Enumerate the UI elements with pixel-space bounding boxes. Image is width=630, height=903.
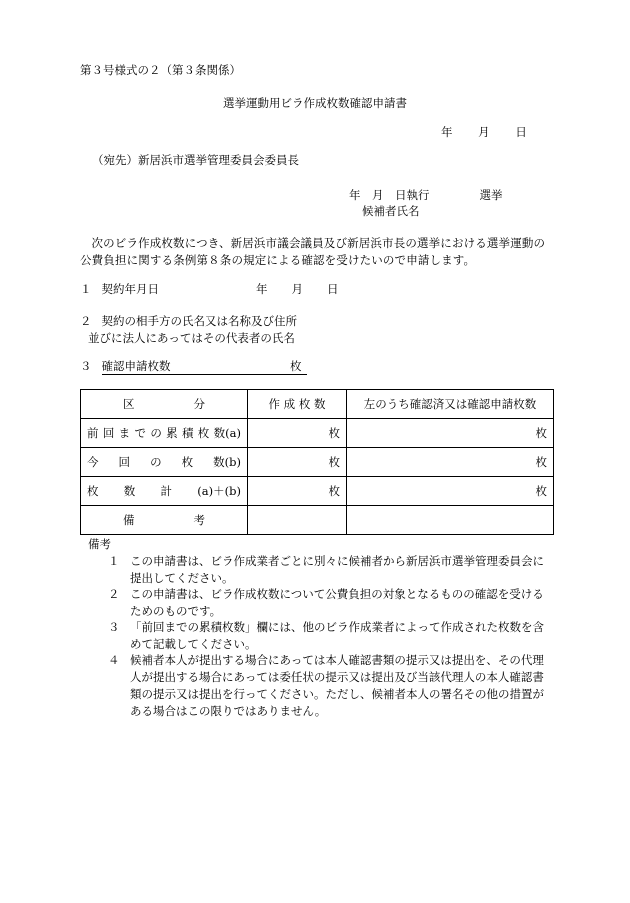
remarks-label-b: 考	[193, 512, 205, 527]
item2-label-line2: 並びに法人にあってはその代表者の氏名	[88, 330, 295, 345]
table-row	[81, 477, 554, 506]
body-paragraph: 次のビラ作成枚数につき、新居浜市議会議員及び新居浜市長の選挙における選挙運動の公費負担に関する条例第８条の規定による確認を受けたいので申請します。	[80, 236, 546, 268]
header-category-text	[87, 397, 241, 412]
contract-month-label: 月	[291, 282, 303, 296]
row-label-a: 前	[87, 425, 99, 440]
election-line	[349, 188, 503, 203]
created-count-cell[interactable]: 枚	[248, 419, 347, 448]
item-number: ３	[80, 359, 92, 373]
item-number: １	[80, 282, 92, 296]
remarks-cell[interactable]	[248, 506, 347, 535]
item-contract-date	[80, 282, 339, 297]
row-label-g: 積	[181, 425, 194, 440]
row-label-text	[87, 484, 241, 499]
table-header-row	[81, 390, 554, 419]
item2-label-line1: 契約の相手方の氏名又は名称及び住所	[101, 314, 297, 328]
note-text: この申請書は、ビラ作成枚数について公費負担の対象となるものの確認を受けるためのものです。	[130, 587, 544, 619]
header-category-a: 区	[123, 396, 135, 411]
confirmed-count-cell[interactable]: 枚	[347, 448, 554, 477]
header-created-count: 作 成 枚 数	[248, 390, 347, 419]
candidate-name-label: 候補者氏名	[362, 204, 420, 218]
contract-day-label: 日	[327, 282, 339, 296]
item-number: ２	[80, 314, 92, 328]
contract-date-fields	[256, 282, 363, 297]
notes-title: 備考	[88, 537, 111, 551]
row-label-b: 数	[123, 483, 136, 498]
row-label	[81, 477, 248, 506]
note-item	[108, 619, 554, 653]
note-text: 「前回までの累積枚数」欄には、他のビラ作成業者によって作成された枚数を含めて記載してください。	[130, 620, 544, 652]
row-label-d: 枚	[181, 454, 194, 469]
date-year-label: 年	[441, 125, 453, 139]
note-number: １	[108, 554, 120, 568]
table-row	[81, 448, 554, 477]
note-item	[108, 652, 554, 720]
note-number: ３	[108, 620, 120, 634]
row-label-f: 累	[166, 425, 178, 440]
row-label-i: 数(a)	[213, 425, 241, 440]
item-contractor	[80, 313, 297, 346]
header-category	[81, 390, 248, 419]
note-item	[108, 586, 554, 620]
row-label-b: 回	[118, 454, 131, 469]
row-label-e: の	[150, 425, 162, 440]
row-label-text	[87, 455, 241, 470]
row-label-text	[87, 426, 241, 441]
confirmed-count-cell[interactable]: 枚	[347, 477, 554, 506]
election-date-label: 年 月 日執行	[349, 188, 430, 202]
remarks-label-text	[87, 513, 241, 528]
note-text: この申請書は、ビラ作成業者ごとに別々に候補者から新居浜市選挙管理委員会に提出してください。	[130, 554, 544, 586]
row-label-d: で	[134, 425, 146, 440]
row-label-remarks	[81, 506, 248, 535]
row-label	[81, 419, 248, 448]
date-month-label: 月	[478, 125, 490, 139]
document-title: 選挙運動用ビラ作成枚数確認申請書	[223, 96, 407, 110]
contract-year-label: 年	[256, 282, 268, 296]
row-label	[81, 448, 248, 477]
addressee: （宛先）新居浜市選挙管理委員会委員長	[92, 153, 299, 167]
row-label-c: の	[150, 454, 162, 469]
created-count-cell[interactable]: 枚	[248, 448, 347, 477]
remarks-label-a: 備	[123, 512, 135, 527]
row-label-e: 数(b)	[213, 454, 241, 469]
item-label: 契約年月日	[101, 282, 159, 296]
row-label-a: 今	[87, 454, 99, 469]
item3-label: 確認申請枚数	[102, 359, 307, 375]
item2-line1	[80, 313, 297, 330]
form-number: 第３号様式の２（第３条関係）	[80, 63, 241, 77]
date-day-label: 日	[515, 125, 527, 139]
item3-unit: 枚	[290, 359, 302, 373]
row-label-d: (a)＋(b)	[197, 483, 241, 498]
note-text: 候補者本人が提出する場合にあっては本人確認書類の提示又は提出を、その代理人が提出する場合にあっては委任状の提示又は提出及び当該代理人の本人確認書類の提示又は提出を行ってください。ただし、候補者本人の署名その他の措置がある場合はこの限りではありません。	[130, 653, 544, 719]
header-category-b: 分	[193, 396, 205, 411]
row-label-c: 計	[160, 483, 173, 498]
table-row	[81, 506, 554, 535]
application-date	[441, 125, 527, 140]
confirmed-count-cell[interactable]: 枚	[347, 419, 554, 448]
row-label-h: 枚	[197, 425, 210, 440]
note-item	[108, 553, 554, 587]
item-requested-count	[80, 359, 307, 375]
row-label-c: ま	[118, 425, 131, 440]
note-number: ４	[108, 653, 120, 667]
remarks-cell[interactable]	[347, 506, 554, 535]
created-count-cell[interactable]: 枚	[248, 477, 347, 506]
note-number: ２	[108, 587, 120, 601]
election-label: 選挙	[479, 188, 503, 202]
header-confirmed-count: 左のうち確認済又は確認申請枚数	[347, 390, 554, 419]
count-table	[80, 389, 554, 535]
table-row	[81, 419, 554, 448]
row-label-a: 枚	[87, 483, 99, 498]
row-label-b: 回	[102, 425, 115, 440]
